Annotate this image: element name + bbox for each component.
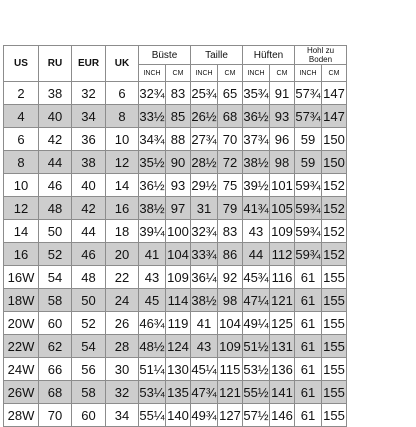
cell-us: 4 <box>4 105 39 128</box>
cell-uk: 28 <box>106 335 139 358</box>
cell-bust-cm: 114 <box>166 289 191 312</box>
cell-hollow-to-floor-inch: 57¾ <box>295 82 322 105</box>
cell-hips-inch: 36½ <box>243 105 270 128</box>
cell-hollow-to-floor-inch: 59 <box>295 151 322 174</box>
unit-header-waist-inch: INCH <box>191 65 218 82</box>
cell-us: 26W <box>4 381 39 404</box>
cell-ru: 66 <box>39 358 72 381</box>
unit-header-bust-inch: INCH <box>139 65 166 82</box>
cell-hollow-to-floor-cm: 152 <box>322 243 347 266</box>
table-row <box>4 312 347 335</box>
cell-hips-inch: 47¼ <box>243 289 270 312</box>
unit-header-hips-inch: INCH <box>243 65 270 82</box>
cell-ru: 60 <box>39 312 72 335</box>
cell-eur: 54 <box>72 335 106 358</box>
cell-hollow-to-floor-inch: 61 <box>295 266 322 289</box>
cell-hips-inch: 55½ <box>243 381 270 404</box>
cell-waist-cm: 121 <box>218 381 243 404</box>
cell-bust-inch: 43 <box>139 266 166 289</box>
column-header-us: US <box>4 46 39 82</box>
size-chart-table <box>3 45 347 427</box>
cell-bust-cm: 83 <box>166 82 191 105</box>
cell-eur: 56 <box>72 358 106 381</box>
cell-bust-inch: 33½ <box>139 105 166 128</box>
cell-waist-inch: 28½ <box>191 151 218 174</box>
cell-us: 8 <box>4 151 39 174</box>
cell-waist-cm: 83 <box>218 220 243 243</box>
cell-hips-inch: 35¾ <box>243 82 270 105</box>
cell-ru: 38 <box>39 82 72 105</box>
table-row <box>4 197 347 220</box>
cell-waist-inch: 32¾ <box>191 220 218 243</box>
cell-waist-inch: 25¾ <box>191 82 218 105</box>
unit-header-bust-cm: CM <box>166 65 191 82</box>
cell-bust-inch: 32¾ <box>139 82 166 105</box>
cell-hollow-to-floor-cm: 147 <box>322 105 347 128</box>
cell-bust-inch: 35½ <box>139 151 166 174</box>
cell-hollow-to-floor-cm: 155 <box>322 335 347 358</box>
cell-waist-cm: 92 <box>218 266 243 289</box>
cell-hollow-to-floor-inch: 61 <box>295 335 322 358</box>
cell-bust-cm: 100 <box>166 220 191 243</box>
table-row <box>4 335 347 358</box>
cell-bust-inch: 51¼ <box>139 358 166 381</box>
cell-eur: 48 <box>72 266 106 289</box>
cell-hips-cm: 112 <box>270 243 295 266</box>
cell-bust-inch: 34¾ <box>139 128 166 151</box>
cell-bust-cm: 90 <box>166 151 191 174</box>
cell-hips-cm: 105 <box>270 197 295 220</box>
cell-hollow-to-floor-cm: 150 <box>322 128 347 151</box>
cell-waist-cm: 109 <box>218 335 243 358</box>
size-chart-body <box>4 82 347 427</box>
cell-eur: 44 <box>72 220 106 243</box>
cell-hips-inch: 53½ <box>243 358 270 381</box>
cell-hips-cm: 125 <box>270 312 295 335</box>
table-row <box>4 243 347 266</box>
cell-hollow-to-floor-inch: 59¾ <box>295 220 322 243</box>
cell-ru: 52 <box>39 243 72 266</box>
cell-hollow-to-floor-cm: 155 <box>322 358 347 381</box>
column-header-ru: RU <box>39 46 72 82</box>
cell-bust-inch: 45 <box>139 289 166 312</box>
cell-hips-inch: 45¾ <box>243 266 270 289</box>
column-header-bust: Büste <box>139 46 191 65</box>
column-header-uk: UK <box>106 46 139 82</box>
table-row <box>4 220 347 243</box>
cell-hollow-to-floor-cm: 152 <box>322 174 347 197</box>
table-row <box>4 82 347 105</box>
cell-waist-inch: 36¼ <box>191 266 218 289</box>
cell-bust-cm: 130 <box>166 358 191 381</box>
size-chart-container <box>3 45 347 427</box>
cell-bust-cm: 85 <box>166 105 191 128</box>
cell-bust-inch: 46¾ <box>139 312 166 335</box>
cell-bust-inch: 39¼ <box>139 220 166 243</box>
cell-uk: 18 <box>106 220 139 243</box>
cell-bust-inch: 36½ <box>139 174 166 197</box>
cell-waist-inch: 29½ <box>191 174 218 197</box>
cell-hollow-to-floor-cm: 155 <box>322 289 347 312</box>
unit-header-hips-cm: CM <box>270 65 295 82</box>
cell-hollow-to-floor-cm: 150 <box>322 151 347 174</box>
cell-ru: 40 <box>39 105 72 128</box>
cell-hips-inch: 43 <box>243 220 270 243</box>
cell-bust-cm: 97 <box>166 197 191 220</box>
cell-bust-inch: 53¼ <box>139 381 166 404</box>
cell-waist-inch: 38½ <box>191 289 218 312</box>
cell-waist-cm: 115 <box>218 358 243 381</box>
cell-waist-inch: 47¾ <box>191 381 218 404</box>
cell-hips-cm: 141 <box>270 381 295 404</box>
table-row <box>4 128 347 151</box>
cell-us: 28W <box>4 404 39 427</box>
table-row <box>4 404 347 427</box>
cell-uk: 6 <box>106 82 139 105</box>
unit-header-htf-inch: INCH <box>295 65 322 82</box>
cell-bust-inch: 55¼ <box>139 404 166 427</box>
cell-hips-inch: 44 <box>243 243 270 266</box>
cell-us: 18W <box>4 289 39 312</box>
cell-us: 24W <box>4 358 39 381</box>
cell-waist-inch: 43 <box>191 335 218 358</box>
cell-ru: 50 <box>39 220 72 243</box>
cell-eur: 58 <box>72 381 106 404</box>
cell-uk: 20 <box>106 243 139 266</box>
unit-header-waist-cm: CM <box>218 65 243 82</box>
cell-hips-cm: 146 <box>270 404 295 427</box>
cell-us: 6 <box>4 128 39 151</box>
cell-bust-cm: 119 <box>166 312 191 335</box>
cell-waist-inch: 41 <box>191 312 218 335</box>
cell-hollow-to-floor-inch: 61 <box>295 289 322 312</box>
cell-eur: 52 <box>72 312 106 335</box>
cell-hips-cm: 93 <box>270 105 295 128</box>
cell-us: 14 <box>4 220 39 243</box>
table-row <box>4 289 347 312</box>
cell-eur: 42 <box>72 197 106 220</box>
cell-us: 12 <box>4 197 39 220</box>
cell-hollow-to-floor-cm: 155 <box>322 381 347 404</box>
cell-hips-inch: 57½ <box>243 404 270 427</box>
cell-uk: 24 <box>106 289 139 312</box>
cell-hips-cm: 101 <box>270 174 295 197</box>
cell-bust-cm: 124 <box>166 335 191 358</box>
cell-hollow-to-floor-inch: 57¾ <box>295 105 322 128</box>
cell-hips-cm: 116 <box>270 266 295 289</box>
cell-waist-inch: 26½ <box>191 105 218 128</box>
cell-hollow-to-floor-inch: 61 <box>295 358 322 381</box>
unit-header-htf-cm: CM <box>322 65 347 82</box>
column-header-eur: EUR <box>72 46 106 82</box>
cell-uk: 10 <box>106 128 139 151</box>
cell-us: 22W <box>4 335 39 358</box>
cell-ru: 62 <box>39 335 72 358</box>
cell-uk: 26 <box>106 312 139 335</box>
cell-uk: 30 <box>106 358 139 381</box>
cell-waist-cm: 98 <box>218 289 243 312</box>
cell-eur: 40 <box>72 174 106 197</box>
cell-hips-inch: 49¼ <box>243 312 270 335</box>
cell-eur: 60 <box>72 404 106 427</box>
cell-bust-cm: 88 <box>166 128 191 151</box>
cell-uk: 22 <box>106 266 139 289</box>
cell-ru: 68 <box>39 381 72 404</box>
cell-eur: 34 <box>72 105 106 128</box>
cell-hollow-to-floor-inch: 59¾ <box>295 243 322 266</box>
cell-ru: 46 <box>39 174 72 197</box>
cell-waist-cm: 127 <box>218 404 243 427</box>
cell-hips-cm: 121 <box>270 289 295 312</box>
table-row <box>4 105 347 128</box>
cell-ru: 42 <box>39 128 72 151</box>
cell-waist-inch: 27¾ <box>191 128 218 151</box>
cell-hollow-to-floor-cm: 155 <box>322 266 347 289</box>
cell-hips-cm: 96 <box>270 128 295 151</box>
cell-eur: 38 <box>72 151 106 174</box>
cell-hips-cm: 98 <box>270 151 295 174</box>
column-header-waist: Taille <box>191 46 243 65</box>
table-row <box>4 358 347 381</box>
cell-us: 16W <box>4 266 39 289</box>
cell-hollow-to-floor-cm: 155 <box>322 404 347 427</box>
table-row <box>4 266 347 289</box>
cell-uk: 8 <box>106 105 139 128</box>
cell-bust-cm: 109 <box>166 266 191 289</box>
cell-waist-inch: 33¾ <box>191 243 218 266</box>
cell-uk: 12 <box>106 151 139 174</box>
cell-hollow-to-floor-inch: 61 <box>295 381 322 404</box>
cell-uk: 32 <box>106 381 139 404</box>
cell-hips-cm: 91 <box>270 82 295 105</box>
cell-hips-cm: 136 <box>270 358 295 381</box>
cell-ru: 70 <box>39 404 72 427</box>
cell-waist-cm: 68 <box>218 105 243 128</box>
cell-waist-cm: 86 <box>218 243 243 266</box>
cell-ru: 58 <box>39 289 72 312</box>
cell-hips-inch: 41¾ <box>243 197 270 220</box>
cell-us: 16 <box>4 243 39 266</box>
cell-hollow-to-floor-inch: 59¾ <box>295 197 322 220</box>
cell-uk: 14 <box>106 174 139 197</box>
cell-bust-cm: 93 <box>166 174 191 197</box>
cell-hollow-to-floor-inch: 59¾ <box>295 174 322 197</box>
cell-us: 10 <box>4 174 39 197</box>
cell-bust-inch: 41 <box>139 243 166 266</box>
cell-bust-cm: 140 <box>166 404 191 427</box>
cell-hips-inch: 38½ <box>243 151 270 174</box>
cell-waist-inch: 49¾ <box>191 404 218 427</box>
cell-waist-cm: 70 <box>218 128 243 151</box>
cell-us: 20W <box>4 312 39 335</box>
cell-eur: 46 <box>72 243 106 266</box>
cell-hollow-to-floor-inch: 59 <box>295 128 322 151</box>
cell-waist-cm: 75 <box>218 174 243 197</box>
cell-bust-inch: 48½ <box>139 335 166 358</box>
cell-hollow-to-floor-cm: 152 <box>322 197 347 220</box>
cell-waist-cm: 65 <box>218 82 243 105</box>
header-row-groups <box>4 46 347 65</box>
cell-hollow-to-floor-inch: 61 <box>295 312 322 335</box>
cell-waist-cm: 79 <box>218 197 243 220</box>
cell-uk: 16 <box>106 197 139 220</box>
cell-hips-cm: 109 <box>270 220 295 243</box>
cell-hips-inch: 37¾ <box>243 128 270 151</box>
cell-hips-inch: 39½ <box>243 174 270 197</box>
cell-bust-cm: 135 <box>166 381 191 404</box>
cell-waist-cm: 104 <box>218 312 243 335</box>
cell-us: 2 <box>4 82 39 105</box>
table-row <box>4 174 347 197</box>
cell-bust-cm: 104 <box>166 243 191 266</box>
cell-ru: 54 <box>39 266 72 289</box>
table-row <box>4 151 347 174</box>
cell-hollow-to-floor-inch: 61 <box>295 404 322 427</box>
column-header-hollow-to-floor: Hohl zu Boden <box>295 46 347 65</box>
cell-hollow-to-floor-cm: 147 <box>322 82 347 105</box>
cell-eur: 36 <box>72 128 106 151</box>
cell-ru: 48 <box>39 197 72 220</box>
cell-eur: 32 <box>72 82 106 105</box>
cell-hollow-to-floor-cm: 152 <box>322 220 347 243</box>
cell-hollow-to-floor-cm: 155 <box>322 312 347 335</box>
cell-bust-inch: 38½ <box>139 197 166 220</box>
cell-hips-inch: 51½ <box>243 335 270 358</box>
cell-uk: 34 <box>106 404 139 427</box>
cell-waist-cm: 72 <box>218 151 243 174</box>
cell-hips-cm: 131 <box>270 335 295 358</box>
column-header-hips: Hüften <box>243 46 295 65</box>
cell-waist-inch: 31 <box>191 197 218 220</box>
table-row <box>4 381 347 404</box>
cell-eur: 50 <box>72 289 106 312</box>
cell-waist-inch: 45¼ <box>191 358 218 381</box>
cell-ru: 44 <box>39 151 72 174</box>
